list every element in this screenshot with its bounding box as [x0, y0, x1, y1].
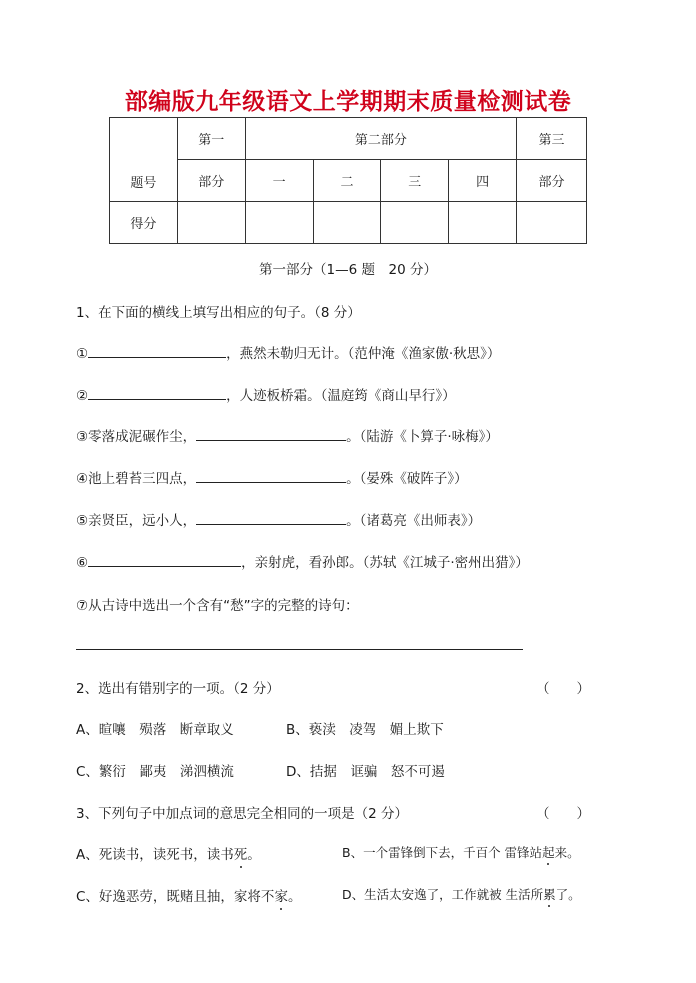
- score-cell-part2-2[interactable]: [313, 202, 381, 244]
- q1-item-7: ⑦从古诗中选出一个含有“愁”字的完整的诗句：: [76, 598, 359, 614]
- q1-item-7-answer-line[interactable]: [76, 649, 523, 650]
- document-title: 部编版九年级语文上学期期末质量检测试卷: [124, 88, 572, 115]
- q1-item-6-blank[interactable]: [88, 552, 241, 567]
- q3-option-d-dotted-word: 累: [543, 887, 556, 902]
- header-part3-bottom: 部分: [517, 160, 587, 202]
- header-question-number: 题号: [110, 118, 178, 202]
- score-cell-part2-3[interactable]: [381, 202, 449, 244]
- q1-item-5-prefix: ⑤亲贤臣，远小人，: [76, 513, 197, 529]
- q1-item-4-blank[interactable]: [196, 468, 346, 483]
- q3-option-d: [342, 885, 581, 903]
- q3-option-c: [76, 885, 301, 905]
- header-part2: 第二部分: [245, 118, 516, 160]
- header-part2-sub-2: 二: [313, 160, 381, 202]
- q3-option-a-dotted-word: 死: [233, 847, 248, 863]
- q2-stem: 2、选出有错别字的一项。（2 分）: [76, 681, 280, 697]
- q3-option-b: [342, 843, 580, 861]
- q1-item-3-suffix: 。（陆游《卜算子·咏梅》）: [346, 429, 499, 445]
- q1-item-5-suffix: 。（诸葛亮《出师表》）: [346, 513, 482, 529]
- q3-option-b-text: B、一个雷锋倒下去，千百个 雷锋站: [342, 845, 543, 860]
- section-header: 第一部分（1—6 题 20 分）: [259, 262, 437, 278]
- header-part2-sub-4: 四: [449, 160, 517, 202]
- q1-item-6-prefix: ⑥: [76, 555, 89, 571]
- q1-item-3-prefix: ③零落成泥碾作尘，: [76, 429, 197, 445]
- score-cell-part2-4[interactable]: [449, 202, 517, 244]
- score-cell-part1[interactable]: [177, 202, 245, 244]
- q1-item-6: [76, 551, 529, 571]
- q1-item-1-prefix: ①: [76, 346, 89, 362]
- score-cell-part3[interactable]: [517, 202, 587, 244]
- q2-option-c: C、繁衍 鄙夷 涕泗横流: [76, 764, 234, 780]
- q3-option-d-end: 了。: [555, 887, 581, 902]
- q3-option-c-end: 。: [287, 889, 302, 905]
- q3-option-d-text: D、生活太安逸了，工作就被 生活所: [342, 887, 544, 902]
- q3-option-a: [76, 843, 261, 863]
- q1-item-5: [76, 509, 481, 529]
- score-table: [109, 117, 587, 244]
- q3-stem: 3、下列句子中加点词的意思完全相同的一项是（2 分）: [76, 806, 408, 822]
- q1-item-1-blank[interactable]: [88, 343, 226, 358]
- header-part1-bottom: 部分: [177, 160, 245, 202]
- header-part1-top: 第一: [177, 118, 245, 160]
- q3-answer-paren[interactable]: （ ）: [536, 806, 590, 822]
- q3-option-a-text: A、死读书，读死书，读书: [76, 847, 234, 863]
- q1-item-4-prefix: ④池上碧苔三四点，: [76, 471, 197, 487]
- q2-option-d: D、拮据 诓骗 怒不可遏: [286, 764, 445, 780]
- q3-option-c-dotted-word: 家: [274, 889, 288, 905]
- header-part3-top: 第三: [517, 118, 587, 160]
- q1-item-5-blank[interactable]: [196, 510, 346, 525]
- q2-answer-paren[interactable]: （ ）: [536, 681, 590, 697]
- q3-option-c-text: C、好逸恶劳，既赌且抽，家将不: [76, 889, 275, 905]
- q1-item-2: [76, 384, 456, 404]
- q2-option-b: B、亵渎 凌驾 媚上欺下: [286, 722, 444, 738]
- q1-item-3: [76, 425, 499, 445]
- q1-item-2-blank[interactable]: [88, 385, 226, 400]
- q3-option-b-dotted-word: 起: [542, 845, 555, 860]
- q1-item-1: [76, 342, 500, 362]
- q1-item-3-blank[interactable]: [196, 426, 346, 441]
- q1-item-4-suffix: 。（晏殊《破阵子》）: [346, 471, 468, 487]
- q1-item-2-suffix: ，人迹板桥霜。（温庭筠《商山早行》）: [226, 388, 456, 404]
- q1-item-1-suffix: ，燕然未勒归无计。（范仲淹《渔家傲·秋思》）: [226, 346, 501, 362]
- q1-item-6-suffix: ，亲射虎，看孙郎。（苏轼《江城子·密州出猎》）: [241, 555, 529, 571]
- q1-item-4: [76, 467, 468, 487]
- q1-stem: 1、在下面的横线上填写出相应的句子。（8 分）: [76, 305, 361, 321]
- q3-option-a-end: 。: [247, 847, 261, 863]
- q3-option-b-end: 来。: [554, 845, 580, 860]
- header-part2-sub-3: 三: [381, 160, 449, 202]
- row-score-label: 得分: [110, 202, 178, 244]
- header-part2-sub-1: 一: [245, 160, 313, 202]
- score-cell-part2-1[interactable]: [245, 202, 313, 244]
- q1-item-2-prefix: ②: [76, 388, 89, 404]
- q2-option-a: A、暄嚷 殒落 断章取义: [76, 722, 234, 738]
